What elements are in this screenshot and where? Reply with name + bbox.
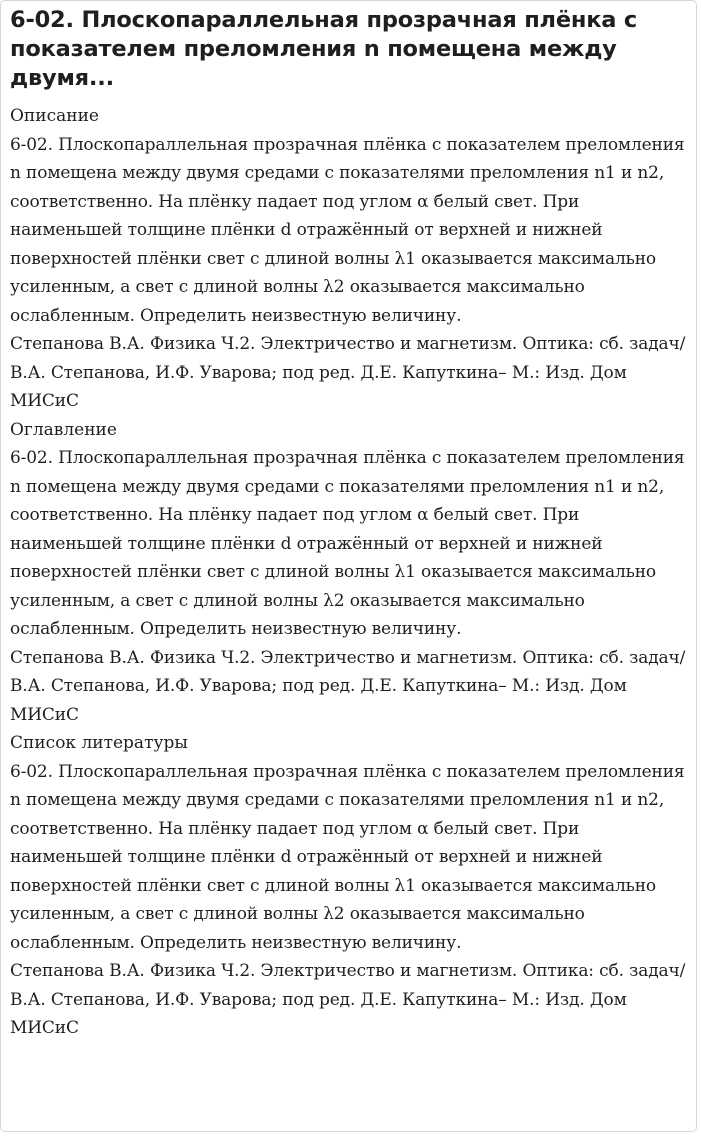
problem-text: 6-02. Плоскопараллельная прозрачная плёнка с показателем преломления n помещена между двумя средами с показателями преломления n1 и n2, соответственно. На плёнку падает под углом α белый свет. При наименьшей толщине плёнки d отражённый от верхней и нижней поверхностей плёнки свет с длиной волны λ1 оказывается максимально усиленным, а свет с длиной волны λ2 оказывается максимально ослабленным. Определить неизвестную величину.: [10, 448, 685, 639]
problem-text: 6-02. Плоскопараллельная прозрачная плёнка с показателем преломления n помещена между двумя средами с показателями преломления n1 и n2, соответственно. На плёнку падает под углом α белый свет. При наименьшей толщине плёнки d отражённый от верхней и нижней поверхностей плёнки свет с длиной волны λ1 оказывается максимально усиленным, а свет с длиной волны λ2 оказывается максимально ослабленным. Определить неизвестную величину.: [10, 134, 685, 326]
section-heading-contents: Оглавление: [10, 419, 117, 440]
section-contents: [10, 416, 688, 730]
source-reference: Степанова В.А. Физика Ч.2. Электричество и магнетизм. Оптика: сб. задач/ В.А. Степанова, И.Ф. Уварова; под ред. Д.Е. Капуткина– М.: Изд. Дом МИСиС: [10, 961, 686, 1038]
section-heading-description: Описание: [10, 106, 99, 126]
source-reference: Степанова В.А. Физика Ч.2. Электричество и магнетизм. Оптика: сб. задач/ В.А. Степанова, И.Ф. Уварова; под ред. Д.Е. Капуткина– М.: Изд. Дом МИСиС: [10, 647, 686, 725]
section-bibliography: [10, 729, 688, 1043]
source-reference: Степанова В.А. Физика Ч.2. Электричество и магнетизм. Оптика: сб. задач/ В.А. Степанова, И.Ф. Уварова; под ред. Д.Е. Капуткина– М.: Изд. Дом МИСиС: [10, 334, 686, 411]
problem-text: 6-02. Плоскопараллельная прозрачная плёнка с показателем преломления n помещена между двумя средами с показателями преломления n1 и n2, соответственно. На плёнку падает под углом α белый свет. При наименьшей толщине плёнки d отражённый от верхней и нижней поверхностей плёнки свет с длиной волны λ1 оказывается максимально усиленным, а свет с длиной волны λ2 оказывается максимально ослабленным. Определить неизвестную величину.: [10, 761, 685, 953]
section-description: [10, 102, 688, 416]
content-body: [1, 1, 696, 1043]
section-heading-bibliography: Список литературы: [10, 733, 188, 753]
page-title: 6-02. Плоскопараллельная прозрачная плёнка с показателем преломления n помещена между двумя...: [10, 7, 638, 91]
